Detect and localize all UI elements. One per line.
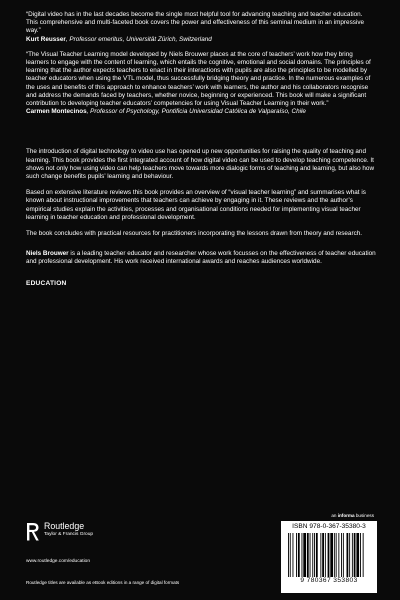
- barcode-bar: [302, 533, 303, 577]
- barcode-bar: [343, 533, 344, 577]
- barcode-bar: [334, 533, 335, 577]
- barcode-bar: [307, 533, 309, 577]
- publisher-url[interactable]: www.routledge.com/education: [26, 559, 90, 564]
- publisher-name: Routledge: [44, 521, 85, 531]
- ebook-note: Routledge titles are available as eBook editions in a range of digital formats: [26, 580, 180, 585]
- barcode-bar: [322, 533, 324, 577]
- barcode-image: [287, 533, 371, 577]
- author-bio: [26, 250, 376, 266]
- description-paragraph-1: The introduction of digital technology to video use has opened up new opportunities for raising the quality of teaching and learning. This book provides the first integrated account of how digital video can be used to develop teaching competence. It shows not only how using video can help teachers move towards more dialogic forms of teaching and learning, but also how such change benefits pupils’ learning and behaviour.: [26, 148, 375, 181]
- barcode-bar: [330, 533, 333, 577]
- endorsement-1: [26, 11, 376, 44]
- author-bio-text: is a leading teacher educator and researcher whose work focusses on the effectiveness of teacher education and professional development. His work received international awards and reaches audiences worldwide.: [26, 250, 376, 266]
- informa-business-tag: an informa business: [331, 513, 374, 518]
- barcode-digits: 9 780367 353803: [300, 577, 358, 584]
- barcode-bar: [354, 533, 356, 577]
- barcode-bar: [316, 533, 318, 577]
- barcode-bar: [296, 533, 297, 577]
- barcode-bar: [314, 533, 315, 577]
- barcode-bar: [328, 533, 330, 577]
- publisher-group: Taylor & Francis Group: [44, 532, 94, 537]
- barcode-bar: [341, 533, 342, 577]
- barcode-bar: [293, 533, 294, 577]
- barcode-bar: [349, 533, 350, 577]
- endorsement-1-attribution: [26, 36, 376, 44]
- endorsement-1-text: “Digital video has in the last decades become the single most helpful tool for advancing teaching and teacher education. This comprehensive and multi-faceted book covers the power and effectiveness of this seminal medium in an impressive way.”: [26, 11, 365, 35]
- endorsement-2-author: Carmen Montecinos: [26, 108, 87, 116]
- barcode-bar: [347, 533, 349, 577]
- endorsement-2: [26, 51, 376, 117]
- barcode-bar: [352, 533, 353, 577]
- barcode-bar: [338, 533, 339, 577]
- endorsement-1-affiliation: , Professor emeritus, Universität Zürich, Switzerland: [65, 35, 212, 43]
- barcode-bar: [290, 533, 291, 577]
- barcode-bar: [320, 533, 321, 577]
- publisher-logo: [26, 522, 93, 542]
- endorsement-1-author: Kurt Reusser: [26, 35, 66, 43]
- description-paragraph-2: Based on extensive literature reviews this book provides an overview of “visual teacher learning” and summarises what is known about instructional improvements that teachers can achieve by engaging in it. These reviews and the author’s empirical studies explain the activities, processes and organisational conditions needed for implementing visual teacher learning in teacher education and professional development.: [26, 189, 366, 221]
- endorsement-2-affiliation: , Professor of Psychology, Pontificia Universidad Católica de Valparaíso, Chile: [86, 108, 306, 116]
- endorsement-2-text: “The Visual Teacher Learning model developed by Niels Brouwer places at the core of teachers’ work how they bring learners to engage with the content of learning, which entails the cognitive, emotional and social domains. The principles of learning that the author expects teachers to enact in their interactions with pupils are also the principles to be modelled by teacher educators when using the VTL model, thus successfully bridging theory and practice. In the numerous examples of the uses and benefits of this approach to enhance teachers’ work with learners, the author and his collaborators recognise and address the demands faced by teachers, whether novice, beginning or experienced. This book will make a significant contribution to developing teacher educators’ competencies for using Visual Teacher Learning in their work.”: [26, 50, 371, 108]
- barcode-bar: [363, 533, 364, 577]
- barcode-bar: [310, 533, 311, 577]
- endorsement-2-attribution: [26, 108, 376, 116]
- barcode-bar: [312, 533, 313, 577]
- barcode-bar: [325, 533, 326, 577]
- barcode-bar: [356, 533, 359, 577]
- barcode-bar: [303, 533, 306, 577]
- isbn-label: ISBN 978-0-367-35380-3: [292, 523, 366, 530]
- description-paragraph-3: The book concludes with practical resources for practitioners incorporating the lessons drawn from theory and research.: [26, 230, 363, 238]
- subject-category: EDUCATION: [26, 279, 67, 287]
- author-name: Niels Brouwer: [26, 250, 69, 258]
- barcode-panel: [281, 521, 377, 593]
- barcode-bar: [298, 533, 300, 577]
- barcode-bar: [336, 533, 337, 577]
- barcode-bar: [360, 533, 361, 577]
- routledge-logo-icon: [26, 522, 40, 542]
- barcode-bar: [288, 533, 289, 577]
- cover-text: [26, 11, 376, 288]
